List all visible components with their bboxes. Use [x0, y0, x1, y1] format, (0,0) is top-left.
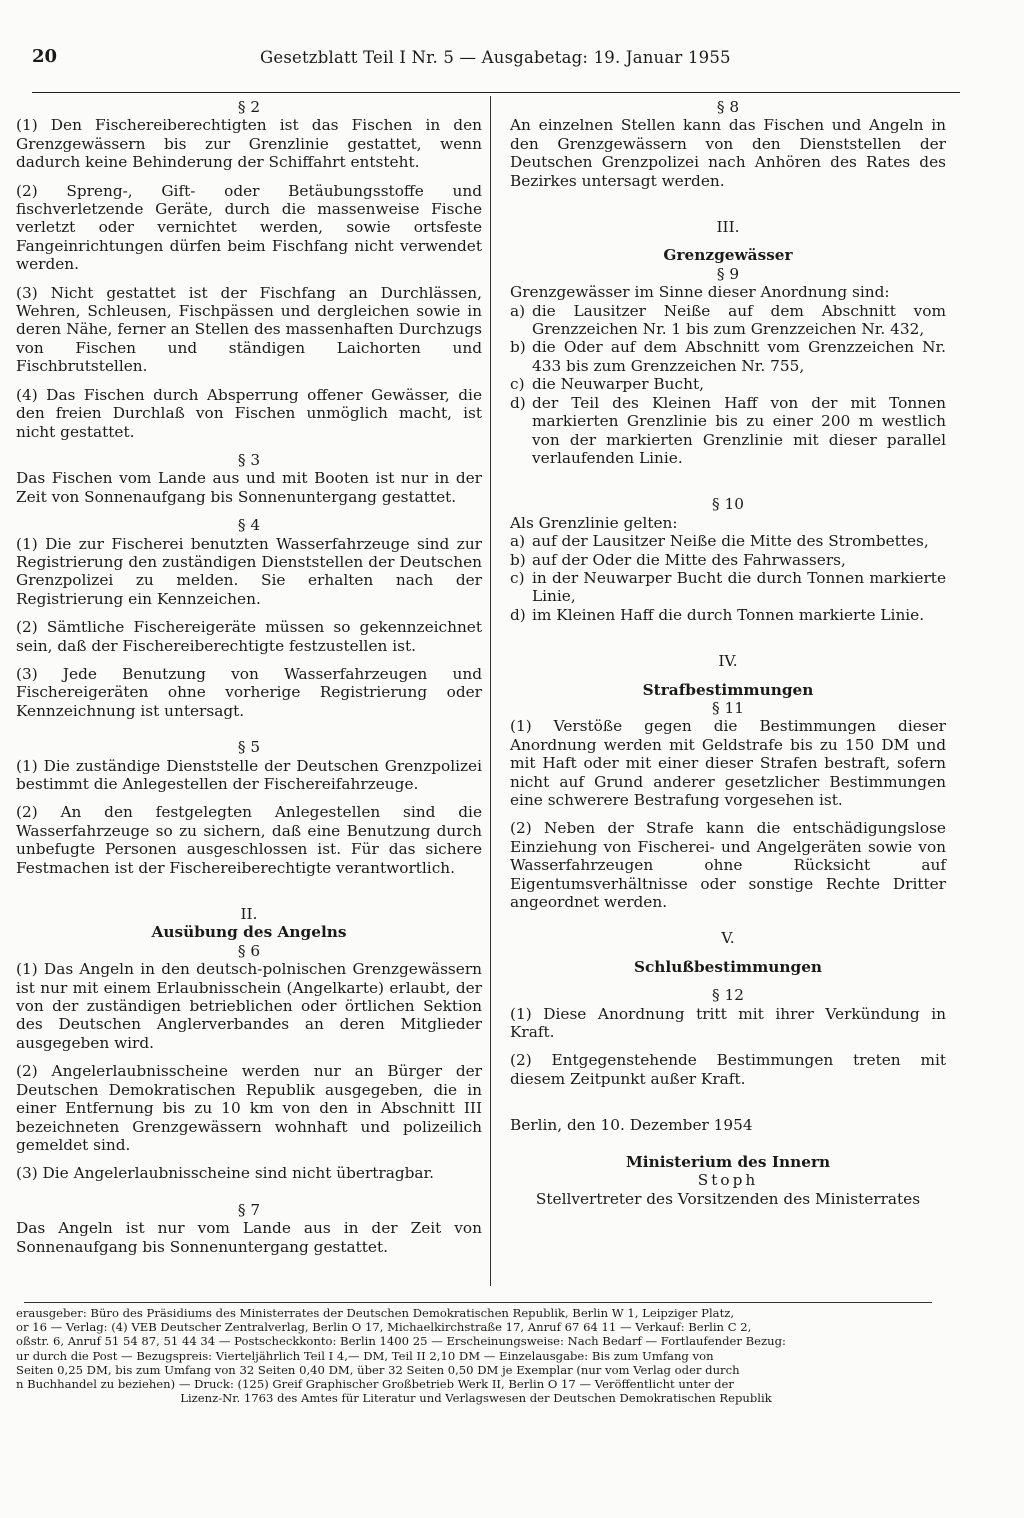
paragraph: (2) An den festgelegten Anlegestellen sind die Wasserfahrzeuge so zu sichern, daß eine Benutzung durch unbefugte Personen ausgeschlossen ist. Für das sichere Festmachen ist der Fischereiberechtigte verantwortlich. [16, 803, 482, 877]
list-item [510, 551, 946, 569]
section-title: § 7 [237, 1200, 261, 1219]
signer-title: Stellvertreter des Vorsitzenden des Ministerrates [535, 1189, 921, 1208]
boundary-line-list [510, 532, 946, 624]
list-marker: d) [510, 393, 526, 412]
paragraph: (3) Nicht gestattet ist der Fischfang an Durchlässen, Wehren, Schleusen, Fischpässen und dergleichen sowie in deren Nähe, ferner an Stellen des massenhaften Durchzugs von Fischen und ständigen Laichorten und Fischbrutstellen. [16, 283, 482, 376]
list-text: in der Neuwarper Bucht die durch Tonnen markierte Linie, [532, 568, 946, 606]
paragraph: (1) Diese Anordnung tritt mit ihrer Verkündung in Kraft. [510, 1004, 946, 1042]
boundary-waters-list [510, 302, 946, 468]
list-text: die Neuwarper Bucht, [532, 375, 704, 394]
list-text: die Oder auf dem Abschnitt vom Grenzzeichen Nr. 433 bis zum Grenzzeichen Nr. 755, [532, 338, 946, 375]
section-title: § 9 [716, 264, 740, 283]
paragraph: (3) Die Angelerlaubnisscheine sind nicht übertragbar. [16, 1164, 435, 1183]
page-header [32, 44, 960, 88]
paragraph: (4) Das Fischen durch Absperrung offener Gewässer, die den freien Durchlaß von Fischen unmöglich macht, ist nicht gestattet. [16, 385, 482, 441]
paragraph: (2) Entgegenstehende Bestimmungen treten mit diesem Zeitpunkt außer Kraft. [510, 1051, 946, 1088]
list-marker: c) [510, 375, 525, 394]
imprint-line: oßstr. 6, Anruf 51 54 87, 51 44 34 — Postscheckkonto: Berlin 1400 25 — Erscheinungsweise: Nach Bedarf — Fortlaufender Bezug: [16, 1334, 786, 1349]
section-title: § 5 [237, 738, 261, 757]
part-heading: Ausübung des Angelns [151, 923, 347, 942]
paragraph: (1) Verstöße gegen die Bestimmungen dieser Anordnung werden mit Geldstrafe bis zu 150 DM und mit Haft oder mit einer dieser Strafen bestraft, sofern nicht auf Grund anderer gesetzlicher Bestimmungen eine schwerere Bestrafung vorgesehen ist. [510, 717, 946, 809]
paragraph: (3) Jede Benutzung von Wasserfahrzeugen und Fischereigeräten ohne vorherige Registrierung oder Kennzeichnung ist untersagt. [16, 664, 482, 720]
list-item [510, 394, 946, 468]
list-text: auf der Lausitzer Neiße die Mitte des Strombettes, [532, 532, 929, 551]
paragraph: (2) Sämtliche Fischereigeräte müssen so gekennzeichnet sein, daß der Fischereiberechtigte festzustellen ist. [16, 618, 482, 655]
list-item [510, 569, 946, 606]
paragraph: (1) Das Angeln in den deutsch-polnischen Grenzgewässern ist nur mit einem Erlaubnisschein (Angelkarte) erlaubt, der von der zuständigen betrieblichen oder örtlichen Sektion des Deutschen Anglerverbandes an deren Mitglieder ausgegeben wird. [16, 960, 482, 1052]
list-item [510, 606, 946, 624]
part-heading: Strafbestimmungen [642, 680, 814, 699]
right-column [510, 98, 946, 1208]
list-item [510, 375, 946, 393]
signer-name: Stoph [697, 1171, 759, 1190]
paragraph: (2) Neben der Strafe kann die entschädigungslose Einziehung von Fischerei- und Angelgeräten sowie von Wasserfahrzeugen ohne Rücksicht auf Eigentumsverhältnisse oder sonstige Rechte Dritter angeordnet werden. [510, 819, 946, 912]
place-date: Berlin, den 10. Dezember 1954 [510, 1116, 753, 1135]
list-marker: a) [510, 301, 526, 320]
part-heading: Grenzgewässer [663, 246, 793, 265]
section-title: § 12 [712, 986, 744, 1005]
imprint-line: erausgeber: Büro des Präsidiums des Ministerrates der Deutschen Demokratischen Republik, Berlin W 1, Leipziger Platz, [16, 1306, 735, 1320]
part-number: IV. [718, 652, 738, 671]
list-intro: Als Grenzlinie gelten: [510, 513, 678, 532]
publisher-imprint [16, 1306, 936, 1405]
list-marker: a) [510, 532, 526, 551]
list-text: die Lausitzer Neiße auf dem Abschnitt vom Grenzzeichen Nr. 1 bis zum Grenzzeichen Nr. 432, [532, 301, 946, 339]
section-title: § 4 [237, 516, 261, 535]
imprint-line: ur durch die Post — Bezugspreis: Vierteljährlich Teil I 4,— DM, Teil II 2,10 DM — Einzelausgabe: Bis zum Umfang von [16, 1348, 714, 1363]
column-divider [490, 96, 491, 1286]
section-title: § 11 [712, 698, 744, 717]
list-text: auf der Oder die Mitte des Fahrwassers, [532, 550, 846, 569]
paragraph: Das Angeln ist nur vom Lande aus in der Zeit von Sonnenaufgang bis Sonnenuntergang gestattet. [16, 1219, 482, 1256]
left-column [16, 98, 482, 1256]
imprint-line: n Buchhandel zu beziehen) — Druck: (125) Greif Graphischer Großbetrieb Werk II, Berlin O 17 — Veröffentlicht unter der [16, 1377, 734, 1392]
part-number: V. [721, 929, 735, 948]
imprint-line: Lizenz-Nr. 1763 des Amtes für Literatur und Verlagswesen der Deutschen Demokratischen Republik [180, 1391, 772, 1406]
paragraph: (2) Spreng-, Gift- oder Betäubungsstoffe und fischverletzende Geräte, durch die massenweise Fische verletzt oder vernichtet werden, sowie ortsfeste Fangeinrichtungen dürfen beim Fischfang nicht verwendet werden. [16, 181, 482, 274]
list-marker: b) [510, 550, 526, 569]
part-number: III. [716, 218, 740, 237]
section-title: § 6 [237, 941, 261, 960]
imprint-line: or 16 — Verlag: (4) VEB Deutscher Zentralverlag, Berlin O 17, Michaelkirchstraße 17, Anruf 67 64 11 — Verkauf: Berlin C 2, [16, 1320, 752, 1335]
footer-rule [24, 1302, 932, 1303]
section-title: § 2 [237, 98, 261, 116]
paragraph: (1) Die zuständige Dienststelle der Deutschen Grenzpolizei bestimmt die Anlegestellen der Fischereifahrzeuge. [16, 756, 482, 793]
list-marker: d) [510, 605, 526, 624]
list-item [510, 338, 946, 375]
page-number: 20 [32, 46, 58, 67]
list-text: im Kleinen Haff die durch Tonnen markierte Linie. [532, 605, 925, 624]
section-title: § 10 [712, 495, 744, 514]
part-heading: Schlußbestimmungen [633, 957, 823, 976]
list-item [510, 302, 946, 339]
paragraph: An einzelnen Stellen kann das Fischen und Angeln in den Grenzgewässern von den Dienststellen der Deutschen Grenzpolizei nach Anhören des Rates des Bezirkes untersagt werden. [510, 116, 946, 190]
list-marker: b) [510, 338, 526, 357]
list-text: der Teil des Kleinen Haff von der mit Tonnen markierten Grenzlinie bis zu einer 200 m westlich von der markierten Grenzlinie mit dieser parallel verlaufenden Linie. [532, 393, 946, 467]
running-title: Gesetzblatt Teil I Nr. 5 — Ausgabetag: 19. Januar 1955 [260, 48, 731, 67]
paragraph: (2) Angelerlaubnisscheine werden nur an Bürger der Deutschen Demokratischen Republik ausgegeben, die in einer Entfernung bis zu 10 km von den in Abschnitt III bezeichneten Grenzgewässern wohnhaft und polizeilich gemeldet sind. [16, 1062, 482, 1154]
list-marker: c) [510, 568, 525, 587]
section-title: § 8 [716, 98, 740, 116]
list-item [510, 532, 946, 550]
imprint-line: Seiten 0,25 DM, bis zum Umfang von 32 Seiten 0,40 DM, über 32 Seiten 0,50 DM je Exemplar (nur vom Verlag oder durch [16, 1362, 740, 1377]
paragraph: (1) Den Fischereiberechtigten ist das Fischen in den Grenzgewässern bis zur Grenzlinie gestattet, wenn dadurch keine Behinderung der Schiffahrt entsteht. [16, 116, 482, 172]
part-number: II. [240, 905, 258, 924]
section-title: § 3 [237, 450, 261, 469]
paragraph: (1) Die zur Fischerei benutzten Wasserfahrzeuge sind zur Registrierung den zuständigen Dienststellen der Deutschen Grenzpolizei zu melden. Sie erhalten nach der Registrierung ein Kennzeichen. [16, 534, 482, 608]
list-intro: Grenzgewässer im Sinne dieser Anordnung sind: [510, 283, 890, 302]
ministry-name: Ministerium des Innern [625, 1152, 831, 1171]
paragraph: Das Fischen vom Lande aus und mit Booten ist nur in der Zeit von Sonnenaufgang bis Sonnenuntergang gestattet. [16, 469, 482, 506]
header-rule [32, 92, 960, 93]
